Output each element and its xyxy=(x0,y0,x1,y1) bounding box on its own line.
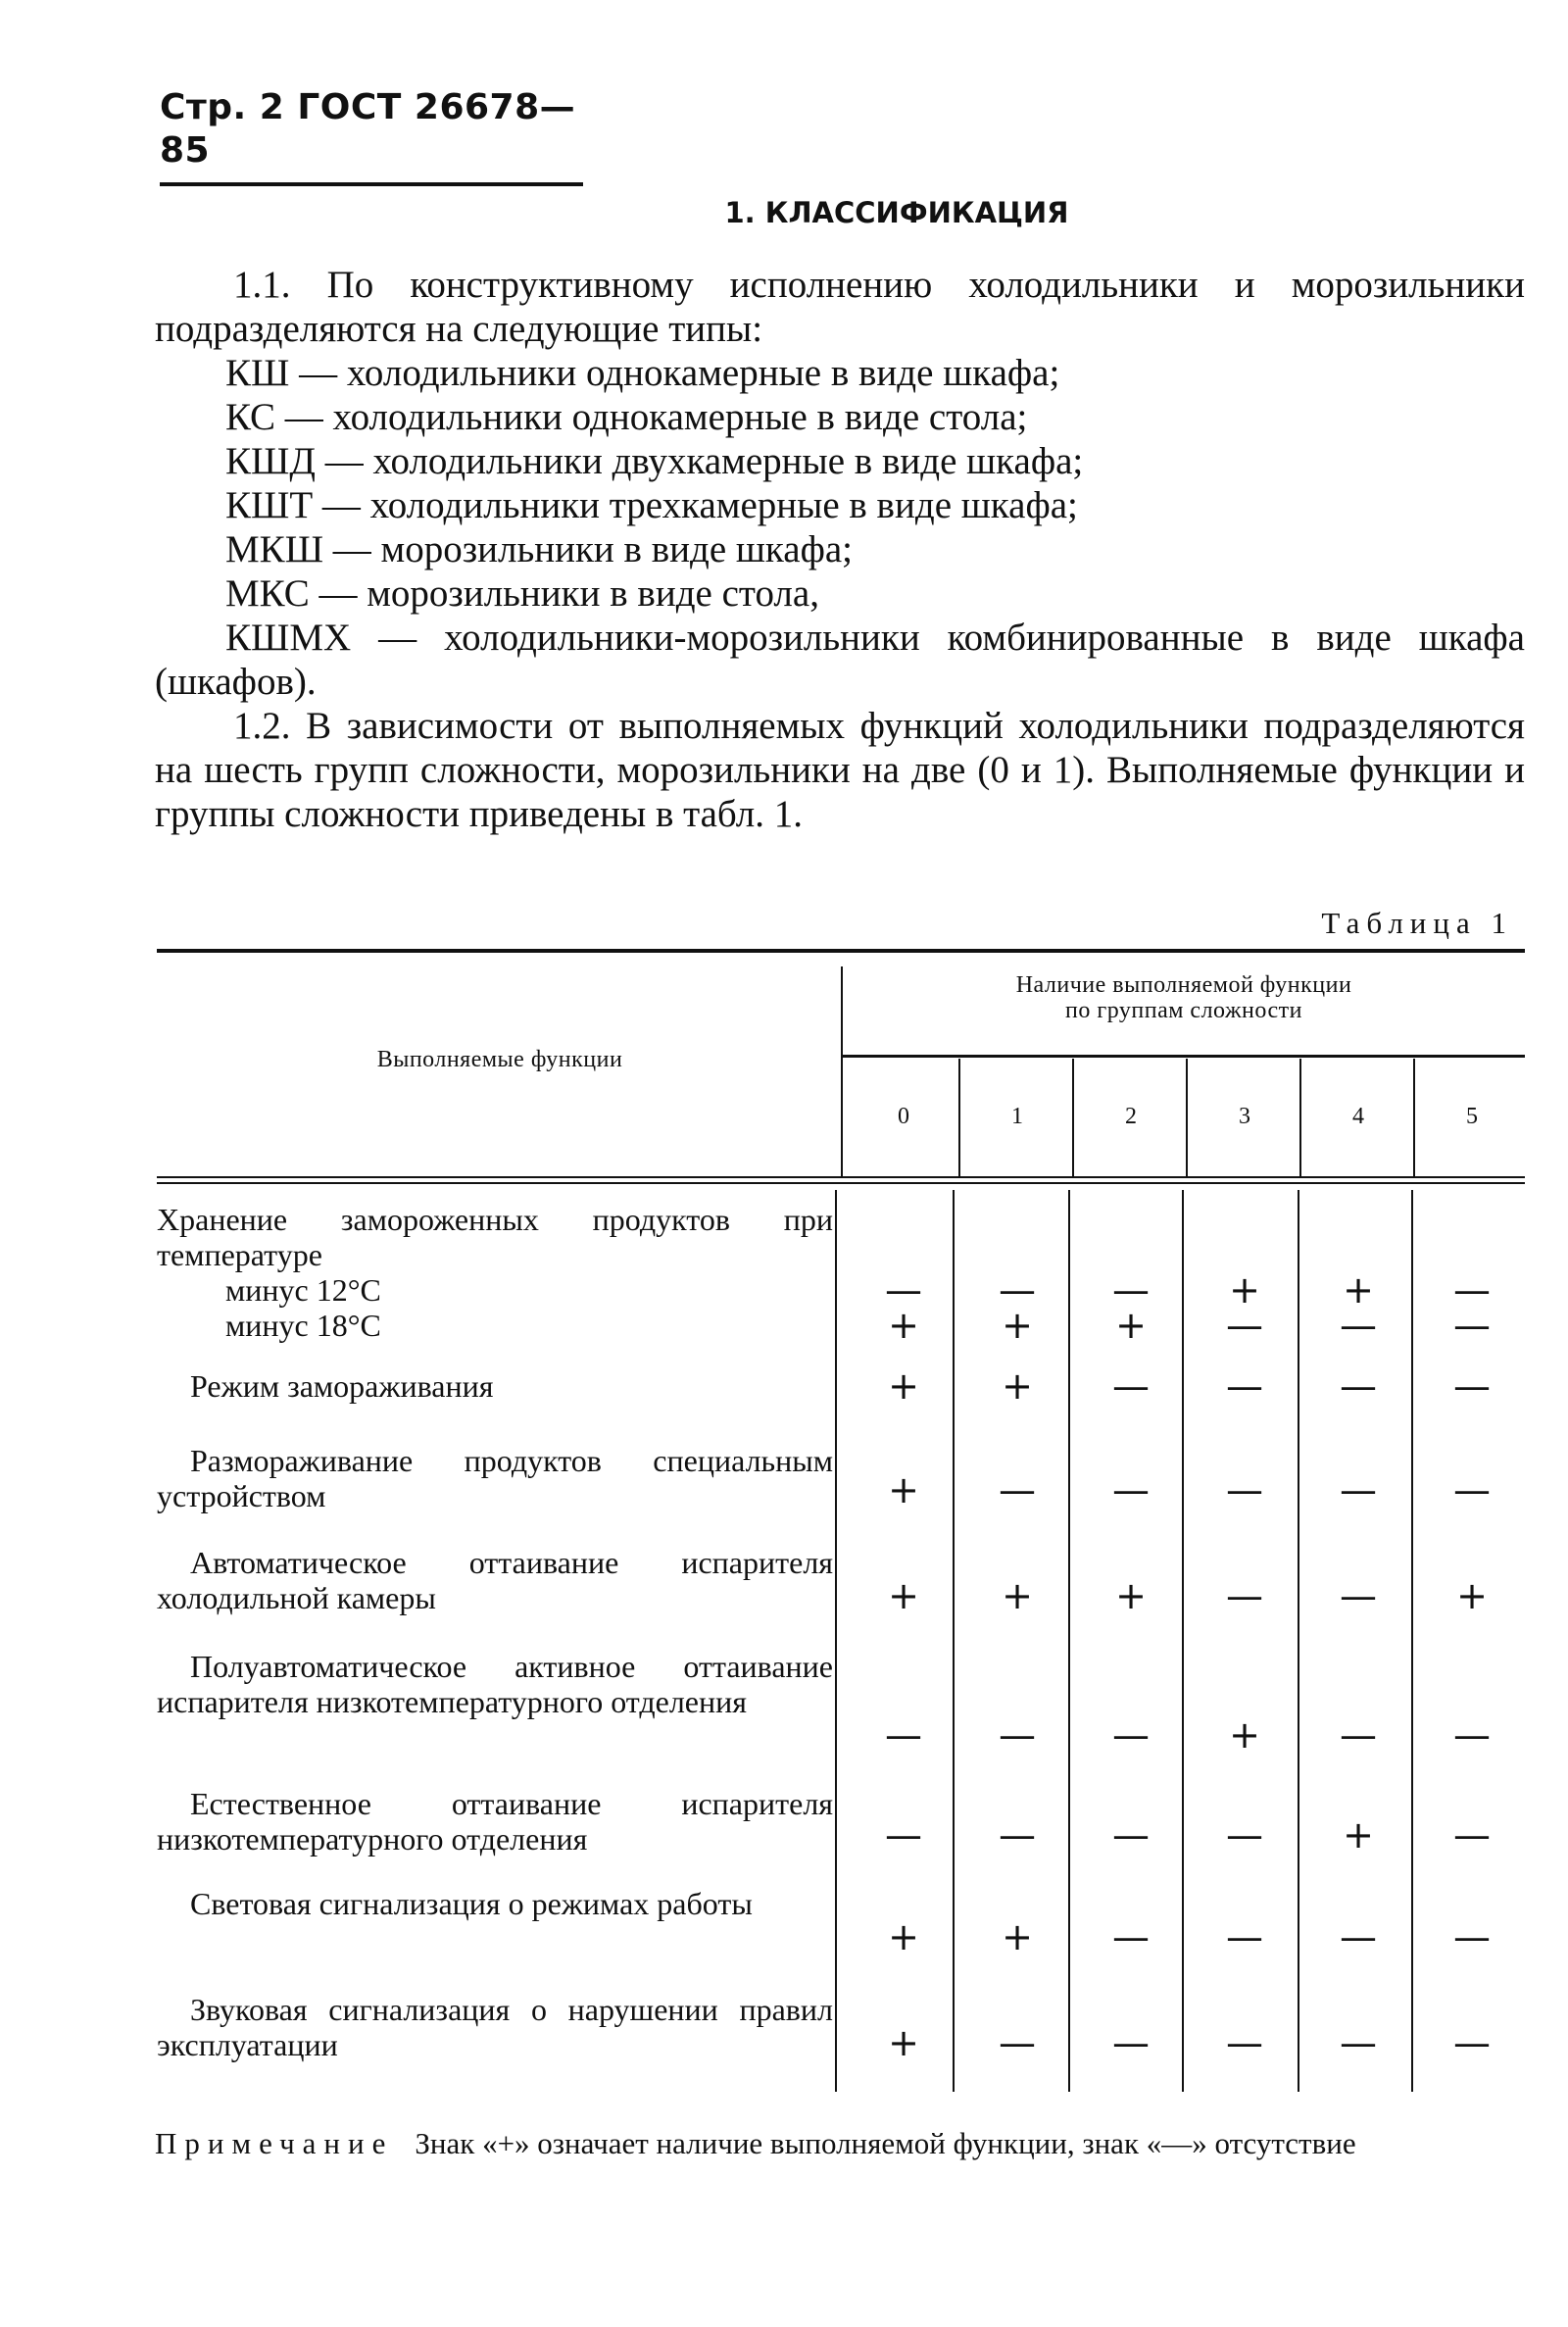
mark-cell: + xyxy=(888,1364,919,1408)
paragraph-1-2: 1.2. В зависимости от выполняемых функций холодильники подразделяются на шесть групп сложности, морозильники на две (0 и 1). Выполняемые функции и группы сложности приведены в табл. 1. xyxy=(155,705,1525,835)
type-item: КШ — холодильники однокамерные в виде шкафа; xyxy=(225,352,1060,394)
function-name: Световая сигнализация о режимах работы xyxy=(190,1886,753,1921)
type-item: КШД — холодильники двухкамерные в виде шкафа; xyxy=(225,440,1084,482)
mark-cell: — xyxy=(1226,2021,1263,2064)
header-groups-line1: Наличие выполняемой функции xyxy=(1015,972,1352,998)
mark-cell: — xyxy=(1453,1304,1491,1347)
column-line xyxy=(841,1059,843,1176)
group-number: 2 xyxy=(1125,1104,1137,1129)
mark-cell: — xyxy=(999,1268,1036,1312)
mark-cell: — xyxy=(885,1268,922,1312)
mark-cell: + xyxy=(1115,1574,1147,1617)
mark-cell: — xyxy=(999,1813,1036,1857)
mark-cell: + xyxy=(888,2021,919,2064)
function-name: Хранение замороженных продуктов при температуре минус 12°С минус 18°С xyxy=(157,1202,833,1343)
mark-cell: — xyxy=(1340,1713,1377,1757)
column-line xyxy=(1072,1059,1074,1176)
mark-cell: + xyxy=(1343,1268,1374,1312)
header-group-divider xyxy=(843,1055,1525,1058)
mark-cell: — xyxy=(1340,2021,1377,2064)
mark-cell: + xyxy=(1002,1574,1033,1617)
mark-cell: — xyxy=(1112,1268,1150,1312)
mark-cell: + xyxy=(1115,1304,1147,1347)
function-name: Размораживание продуктов специальным устройством xyxy=(157,1443,833,1513)
function-name: Автоматическое оттаивание испарителя холодильной камеры xyxy=(157,1545,833,1615)
mark-cell: — xyxy=(1226,1915,1263,1958)
table-note xyxy=(155,2125,1525,2162)
mark-cell: — xyxy=(1453,1813,1491,1857)
table-label: Таблица 1 xyxy=(1321,906,1513,940)
mark-cell: — xyxy=(999,2021,1036,2064)
mark-cell: — xyxy=(885,1713,922,1757)
mark-cell: — xyxy=(1453,2021,1491,2064)
group-number: 4 xyxy=(1352,1104,1364,1129)
mark-cell: + xyxy=(1002,1304,1033,1347)
mark-cell: — xyxy=(1340,1364,1377,1408)
function-name: Режим замораживания xyxy=(190,1368,494,1404)
mark-cell: — xyxy=(1226,1364,1263,1408)
sub-label: минус 12°С xyxy=(225,1272,381,1308)
group-number: 5 xyxy=(1466,1104,1478,1129)
mark-cell: + xyxy=(888,1304,919,1347)
mark-cell: — xyxy=(1453,1468,1491,1511)
page-header: Стр. 2 ГОСТ 26678—85 xyxy=(160,86,583,186)
type-item-last: КШМХ — холодильники-морозильники комбинированные в виде шкафа (шкафов). xyxy=(155,617,1525,703)
group-number: 1 xyxy=(1011,1104,1023,1129)
table-header-rule xyxy=(157,1176,1525,1184)
mark-cell: + xyxy=(1002,1915,1033,1958)
mark-cell: — xyxy=(1453,1713,1491,1757)
mark-cell: — xyxy=(1112,1813,1150,1857)
mark-cell: — xyxy=(1226,1468,1263,1511)
mark-cell: — xyxy=(1226,1813,1263,1857)
mark-cell: — xyxy=(1112,1468,1150,1511)
mark-cell: + xyxy=(1456,1574,1488,1617)
mark-cell: + xyxy=(1002,1364,1033,1408)
note-text: Знак «+» означает наличие выполняемой функции, знак «—» отсутствие xyxy=(415,2126,1356,2160)
section-title: 1. КЛАССИФИКАЦИЯ xyxy=(724,196,1069,229)
mark-cell: + xyxy=(888,1574,919,1617)
mark-cell: — xyxy=(1453,1268,1491,1312)
function-name: Естественное оттаивание испарителя низкотемпературного отделения xyxy=(157,1786,833,1857)
mark-cell: + xyxy=(888,1468,919,1511)
mark-cell: + xyxy=(1229,1268,1260,1312)
mark-cell: + xyxy=(1229,1713,1260,1757)
mark-cell: — xyxy=(885,1813,922,1857)
column-line xyxy=(1186,1059,1188,1176)
header-functions: Выполняемые функции xyxy=(376,1047,623,1072)
classification-text xyxy=(155,263,1525,836)
mark-cell: — xyxy=(1112,2021,1150,2064)
group-number: 3 xyxy=(1239,1104,1250,1129)
function-name: Звуковая сигнализация о нарушении правил эксплуатации xyxy=(157,1992,833,2062)
type-item: КШТ — холодильники трехкамерные в виде шкафа; xyxy=(225,484,1078,526)
column-line xyxy=(1299,1059,1301,1176)
group-number: 0 xyxy=(898,1104,909,1129)
table-top-rule xyxy=(157,949,1525,953)
mark-cell: + xyxy=(888,1915,919,1958)
mark-cell: — xyxy=(1340,1574,1377,1617)
mark-cell: — xyxy=(1226,1304,1263,1347)
mark-cell: — xyxy=(1340,1304,1377,1347)
paragraph-1-1-intro: 1.1. По конструктивному исполнению холодильники и морозильники подразделяются на следующие типы: xyxy=(155,264,1525,350)
column-line xyxy=(841,966,843,1059)
type-item: МКС — морозильники в виде стола, xyxy=(225,572,819,615)
mark-cell: — xyxy=(1112,1915,1150,1958)
column-line xyxy=(958,1059,960,1176)
note-label: Примечание xyxy=(155,2126,394,2160)
mark-cell: — xyxy=(1340,1468,1377,1511)
function-name: Полуавтоматическое активное оттаивание испарителя низкотемпературного отделения xyxy=(157,1649,833,1719)
mark-cell: — xyxy=(1112,1364,1150,1408)
header-groups xyxy=(843,972,1525,1023)
mark-cell: — xyxy=(1112,1713,1150,1757)
mark-cell: — xyxy=(1340,1915,1377,1958)
mark-cell: — xyxy=(1453,1915,1491,1958)
mark-cell: — xyxy=(1226,1574,1263,1617)
type-item: КС — холодильники однокамерные в виде стола; xyxy=(225,396,1028,438)
sub-label: минус 18°С xyxy=(225,1308,381,1343)
mark-cell: + xyxy=(1343,1813,1374,1857)
mark-cell: — xyxy=(999,1468,1036,1511)
column-line xyxy=(1413,1059,1415,1176)
mark-cell: — xyxy=(999,1713,1036,1757)
mark-cell: — xyxy=(1453,1364,1491,1408)
column-line xyxy=(835,1190,837,2092)
type-item: МКШ — морозильники в виде шкафа; xyxy=(225,528,854,570)
header-groups-line2: по группам сложности xyxy=(1065,998,1302,1023)
